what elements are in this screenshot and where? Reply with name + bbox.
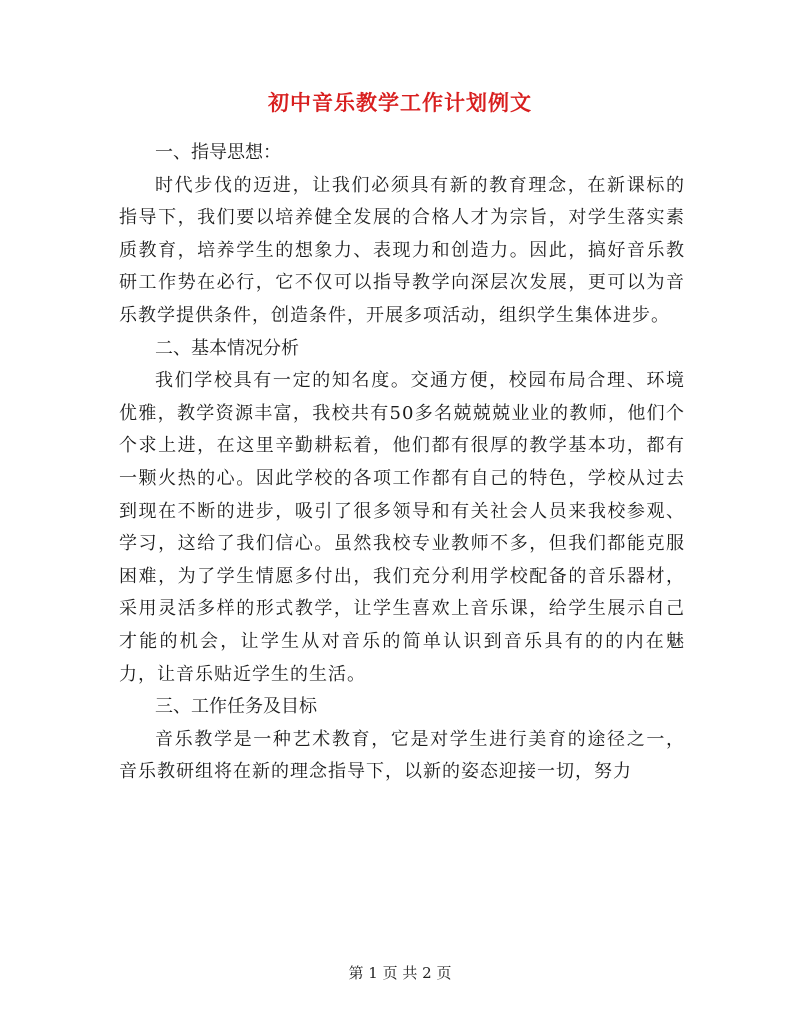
section-heading-situation-analysis: 二、基本情况分析 [155,337,299,359]
section-paragraph-situation-analysis: 我们学校具有一定的知名度。交通方便，校园布局合理、环境优雅，教学资源丰富，我校共有50多名兢兢兢业业的教师，他们个个求上进，在这里辛勤耕耘着，他们都有很厚的教学基本功，都有一颗火热的心。因此学校的各项工作都有自己的特色，学校从过去到现在不断的进步，吸引了很多领导和有关社会人员来我校参观、学习，这给了我们信心。虽然我校专业教师不多，但我们都能克服困难，为了学生情愿多付出，我们充分利用学校配备的音乐器材，采用灵活多样的形式教学，让学生喜欢上音乐课，给学生展示自己才能的机会，让学生从对音乐的简单认识到音乐具有的的内在魅力，让音乐贴近学生的生活。 [119,370,685,685]
document-title: 初中音乐教学工作计划例文 [268,90,532,115]
section-paragraph-guiding-ideology: 时代步伐的迈进，让我们必须具有新的教育理念，在新课标的指导下，我们要以培养健全发展的合格人才为宗旨，对学生落实素质教育，培养学生的想象力、表现力和创造力。因此，搞好音乐教研工作势在必行，它不仅可以指导教学向深层次发展，更可以为音乐教学提供条件，创造条件，开展多项活动，组织学生集体进步。 [119,174,685,326]
section-heading-guiding-ideology: 一、指导思想： [155,142,281,163]
page-number-footer: 第 1 页 共 2 页 [348,964,452,982]
section-paragraph-tasks-goals: 音乐教学是一种艺术教育，它是对学生进行美育的途径之一，音乐教研组将在新的理念指导下，以新的姿态迎接一切，努力 [119,728,685,783]
document-body [119,137,685,789]
section-heading-tasks-goals: 三、工作任务及目标 [155,696,317,718]
